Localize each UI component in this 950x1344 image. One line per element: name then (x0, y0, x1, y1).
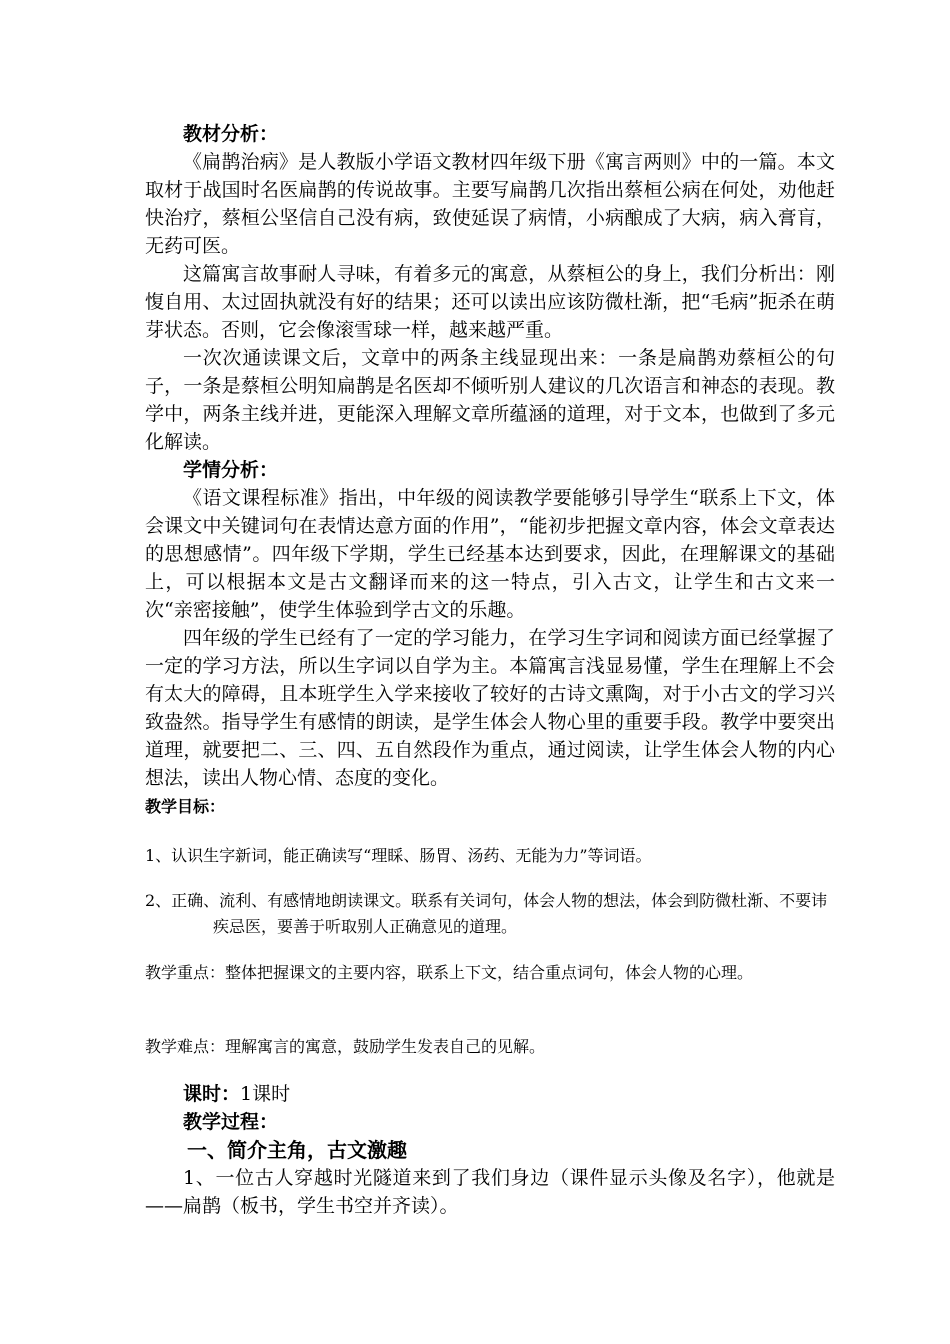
process-section (145, 1080, 835, 1220)
difficulty-text: 教学难点：理解寓言的寓意，鼓励学生发表自己的见解。 (145, 1037, 546, 1056)
objective-text: 1、认识生字新词，能正确读写“理睬、肠胃、汤药、无能为力”等词语。 (145, 846, 652, 865)
process-heading: 教学过程： (183, 1111, 279, 1133)
key-point (145, 960, 835, 986)
key-point-text: 教学重点：整体把握课文的主要内容，联系上下文，结合重点词句，体会人物的心理。 (145, 963, 754, 982)
student-analysis-heading: 学情分析： (183, 459, 279, 481)
paragraph: 《语文课程标准》指出，中年级的阅读教学要能够引导学生“联系上下文，体会课文中关键词句在表情达意方面的作用”，“能初步把握文章内容，体会文章表达的思想感情”。四年级下学期，学生已经基本达到要求，因此，在理解课文的基础上，可以根据本文是古文翻译而来的这一特点，引入古文，让学生和古文来一次“亲密接触”，使学生体验到学古文的乐趣。 (145, 487, 835, 621)
lesson-time-label: 课时： (183, 1083, 241, 1105)
lesson-time (145, 1080, 835, 1108)
paragraph: 四年级的学生已经有了一定的学习能力，在学习生字词和阅读方面已经掌握了一定的学习方法，所以生字词以自学为主。本篇寓言浅显易懂，学生在理解上不会有太大的障碍，且本班学生入学来接收了较好的古诗文熏陶，对于小古文的学习兴致盎然。指导学生有感情的朗读，是学生体会人物心里的重要手段。教学中要突出道理，就要把二、三、四、五自然段作为重点，通过阅读，让学生体会人物的内心想法，读出人物心情、态度的变化。 (145, 627, 835, 789)
objectives-section (145, 794, 835, 820)
paragraph: 这篇寓言故事耐人寻味，有着多元的寓意，从蔡桓公的身上，我们分析出：刚愎自用、太过固执就没有好的结果；还可以读出应该防微杜渐，把“毛病”扼杀在萌芽状态。否则，它会像滚雪球一样，越来越严重。 (145, 263, 835, 341)
lesson-time-value: 1课时 (240, 1083, 291, 1105)
objectives-heading: 教学目标： (145, 797, 226, 816)
textbook-analysis-heading: 教材分析： (183, 123, 279, 145)
objective-item-1 (145, 843, 835, 869)
paragraph: 《扁鹊治病》是人教版小学语文教材四年级下册《寓言两则》中的一篇。本文取材于战国时名医扁鹊的传说故事。主要写扁鹊几次指出蔡桓公病在何处，劝他赶快治疗，蔡桓公坚信自己没有病，致使延误了病情，小病酿成了大病，病入膏肓，无药可医。 (145, 151, 835, 257)
objective-text: 2、正确、流利、有感情地朗读课文。联系有关词句，体会人物的想法，体会到防微杜渐、不要讳疾忌医，要善于听取别人正确意见的道理。 (145, 891, 828, 936)
section-1-title: 一、简介主角，古文激趣 (187, 1138, 407, 1162)
paragraph: 一次次通读课文后，文章中的两条主线显现出来：一条是扁鹊劝蔡桓公的句子，一条是蔡桓公明知扁鹊是名医却不倾听别人建议的几次语言和神态的表现。教学中，两条主线并进，更能深入理解文章所蕴涵的道理，对于文本，也做到了多元化解读。 (145, 347, 835, 453)
objective-item-2 (145, 888, 835, 940)
section-1-text: 1、一位古人穿越时光隧道来到了我们身边（课件显示头像及名字），他就是——扁鹊（板书，学生书空并齐读）。 (145, 1167, 835, 1217)
difficulty (145, 1034, 835, 1060)
textbook-analysis-section (145, 120, 835, 792)
